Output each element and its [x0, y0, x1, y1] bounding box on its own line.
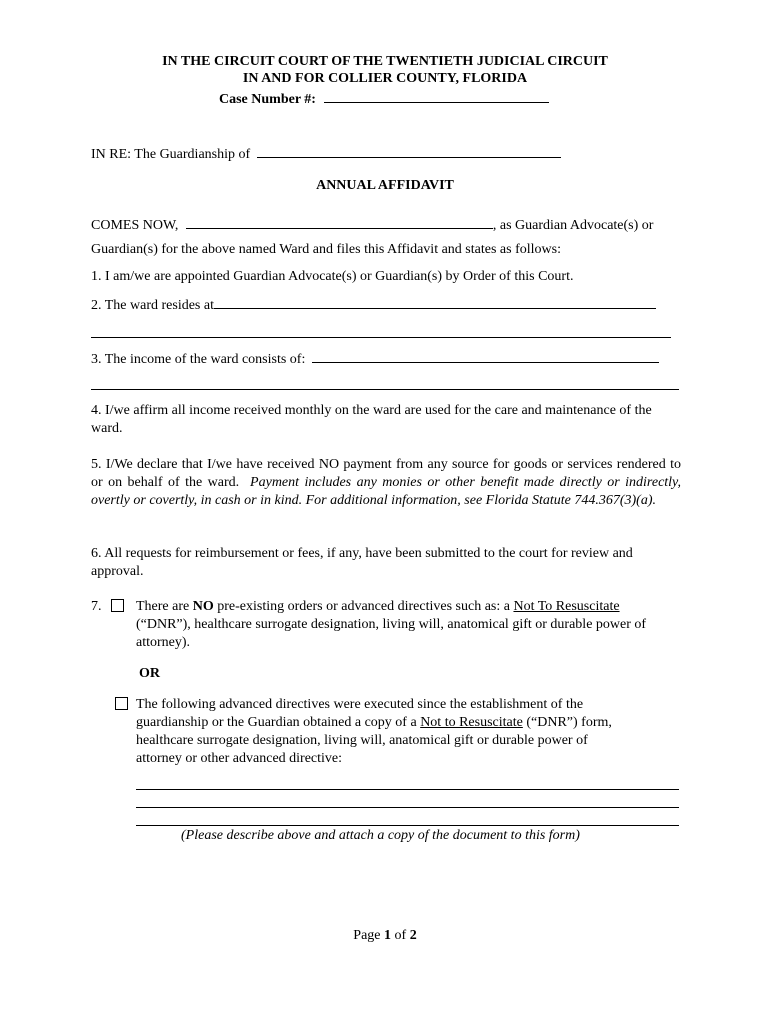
item-7-option-2-part-a: The following advanced directives were executed since the establishment of the guardianship or the Guardian obtained a copy of a	[136, 697, 584, 730]
page-current: 1	[384, 928, 392, 943]
item-7-option-1-no: NO	[192, 599, 214, 614]
directive-description-line-1[interactable]	[136, 789, 679, 790]
ward-address-field-line2[interactable]	[91, 337, 671, 338]
item-5-payment-note: Payment includes any monies or other benefit made directly or indirectly, overtly or covertly, in cash or in kind. For additional information, see Florida Statute 744.367(3)(a).	[91, 475, 681, 508]
item-2-row	[91, 295, 656, 314]
page-total: 2	[409, 928, 417, 943]
ward-income-field[interactable]	[312, 349, 659, 363]
item-7-option-1-part-b: pre-existing orders or advanced directives such as: a	[213, 599, 514, 614]
item-4-text: 4. I/we affirm all income received monthly on the ward are used for the care and maintenance of the ward.	[91, 403, 652, 436]
not-to-resuscitate-term-2: Not to Resuscitate	[420, 715, 523, 730]
directives-executed-checkbox[interactable]	[115, 697, 128, 710]
item-1-text: 1. I am/we are appointed Guardian Advocate(s) or Guardian(s) by Order of this Court.	[91, 269, 574, 284]
ward-income-field-line2[interactable]	[91, 389, 679, 390]
not-to-resuscitate-term: Not To Resuscitate	[513, 599, 620, 614]
in-re-label: IN RE: The Guardianship of	[91, 147, 251, 162]
court-header-line2: IN AND FOR COLLIER COUNTY, FLORIDA	[242, 71, 528, 86]
item-7-option-1-text	[136, 598, 676, 652]
in-re-row	[91, 144, 561, 163]
comes-now-suffix: , as Guardian Advocate(s) or	[492, 218, 654, 233]
directive-description-line-3[interactable]	[136, 825, 679, 826]
comes-now-prefix: COMES NOW,	[91, 218, 179, 233]
case-number-row	[219, 89, 549, 108]
case-number-field[interactable]	[324, 89, 549, 103]
item-7-number: 7.	[91, 599, 102, 614]
comes-now-line2: Guardian(s) for the above named Ward and files this Affidavit and states as follows:	[91, 242, 561, 257]
item-7-option-1-part-a: There are	[136, 599, 193, 614]
item-7-option-1-part-c: (“DNR”), healthcare surrogate designation, living will, anatomical gift or durable power of attorney).	[136, 617, 647, 650]
item-3-row	[91, 349, 659, 368]
comes-now-row	[91, 215, 653, 234]
or-separator: OR	[139, 666, 160, 681]
case-number-label: Case Number #:	[219, 92, 316, 107]
item-6-text: 6. All requests for reimbursement or fees, if any, have been submitted to the court for review and approval.	[91, 546, 633, 579]
guardian-name-field[interactable]	[186, 215, 493, 229]
item-7-option-2-text	[136, 696, 636, 768]
item-2-label: 2. The ward resides at	[91, 298, 214, 313]
describe-note: (Please describe above and attach a copy of the document to this form)	[181, 828, 580, 843]
court-header-line1: IN THE CIRCUIT COURT OF THE TWENTIETH JUDICIAL CIRCUIT	[162, 54, 608, 69]
item-7-option-2-part-b: (“DNR”) form, healthcare surrogate designation, living will, anatomical gift or durable power of attorney or other advanced directive:	[136, 715, 612, 766]
item-5-text	[91, 456, 681, 510]
ward-address-field[interactable]	[214, 295, 656, 309]
document-title: ANNUAL AFFIDAVIT	[316, 178, 454, 193]
item-3-label: 3. The income of the ward consists of:	[91, 352, 306, 367]
page-of: of	[391, 928, 410, 943]
ward-name-field[interactable]	[257, 144, 561, 158]
item-5-declaration: 5. I/We declare that I/we have received NO payment from any source for goods or services rendered to or on behalf of the ward.	[91, 457, 681, 490]
page-indicator	[0, 928, 770, 944]
page-prefix: Page	[353, 928, 385, 943]
directive-description-line-2[interactable]	[136, 807, 679, 808]
no-directives-checkbox[interactable]	[111, 599, 124, 612]
